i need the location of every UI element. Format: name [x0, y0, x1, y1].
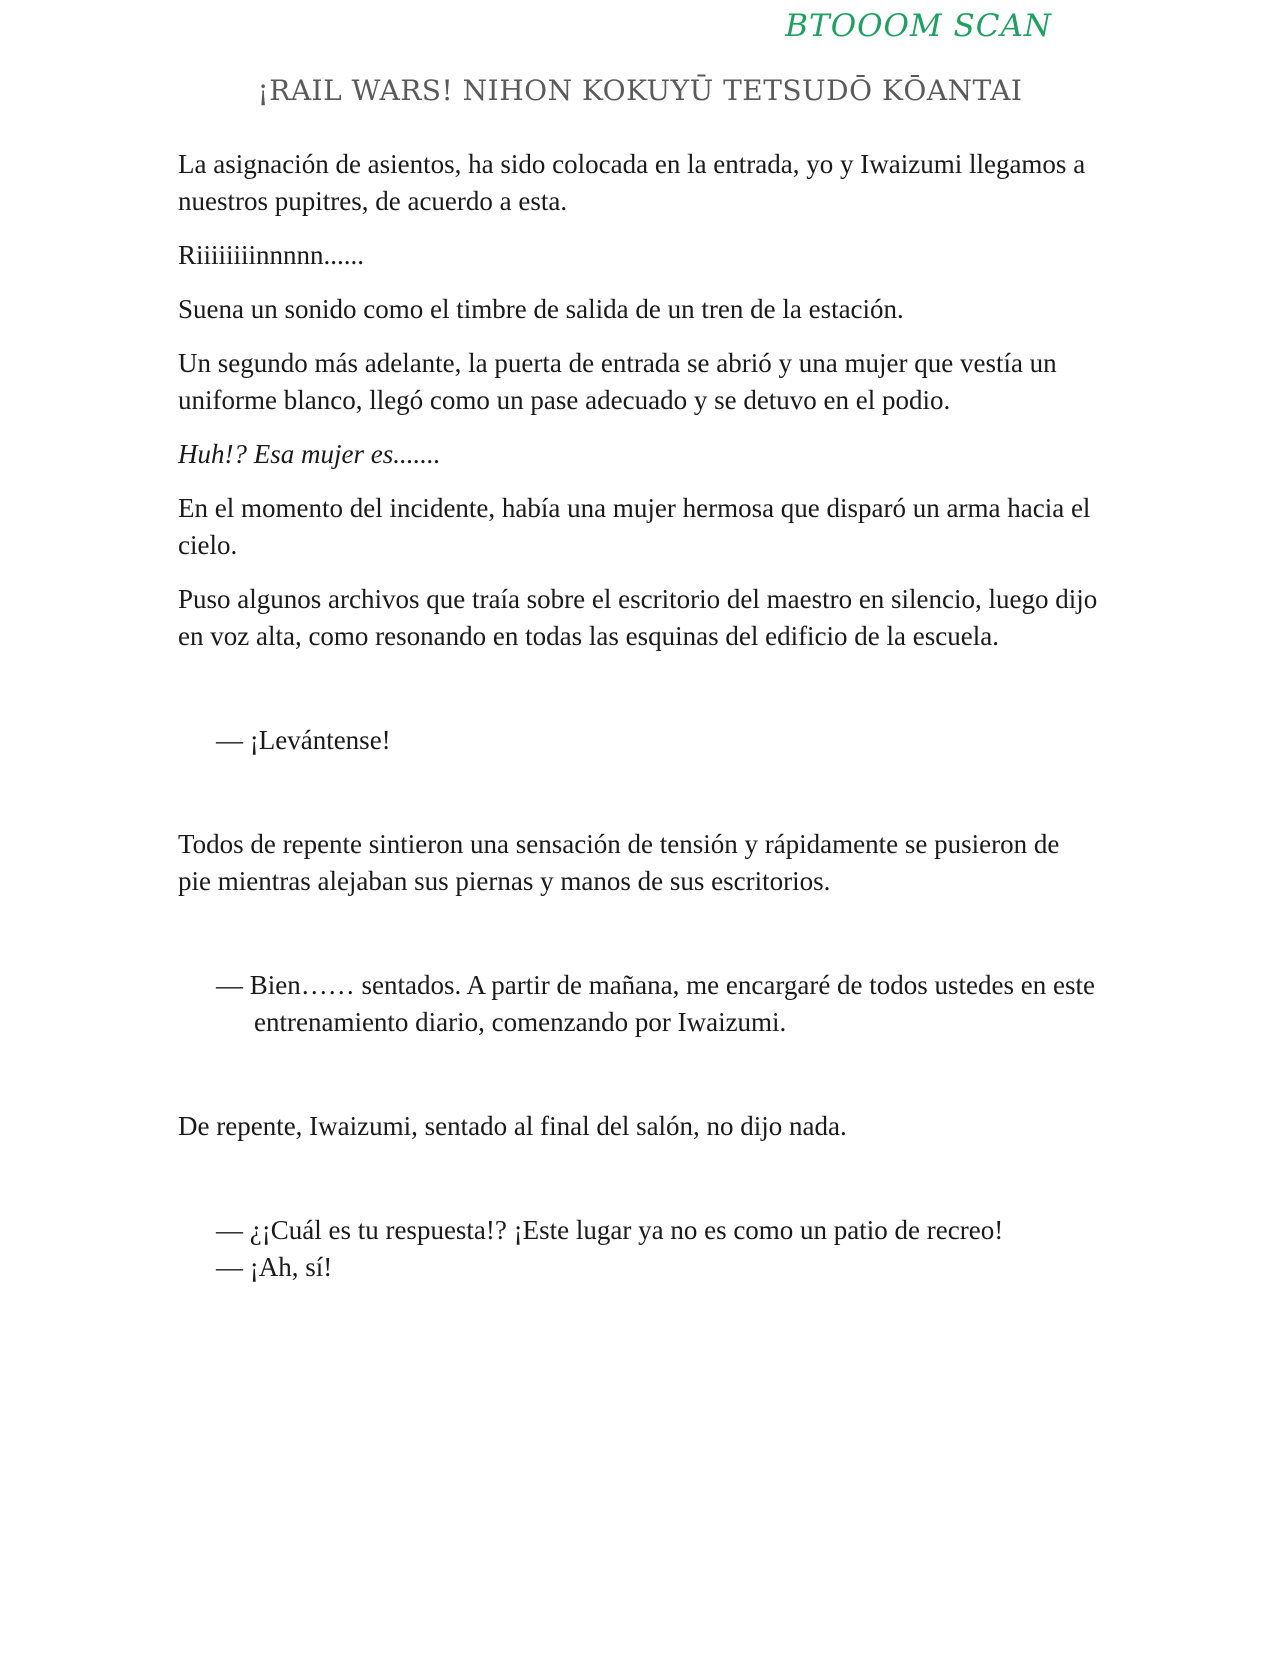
dialogue-line: — Bien…… sentados. A partir de mañana, me encargaré de todos ustedes en este entrenamiento diario, comenzando por Iwaizumi. [216, 970, 1095, 1037]
paragraph: De repente, Iwaizumi, sentado al final del salón, no dijo nada. [178, 1111, 847, 1141]
paragraph: Puso algunos archivos que traía sobre el escritorio del maestro en silencio, luego dijo en voz alta, como resonando en todas las esquinas del edificio de la escuela. [178, 584, 1098, 651]
document-title: ¡RAIL WARS! NIHON KOKUYŪ TETSUDŌ KŌANTAI [257, 74, 1023, 107]
paragraph: Todos de repente sintieron una sensación de tensión y rápidamente se pusieron de pie mientras alejaban sus piernas y manos de sus escritorios. [178, 829, 1060, 896]
document-body [178, 146, 1098, 1286]
paragraph: Riiiiiiiinnnnn...... [178, 240, 365, 270]
paragraph: En el momento del incidente, había una mujer hermosa que disparó un arma hacia el cielo. [178, 493, 1091, 560]
dialogue-line: — ¿¡Cuál es tu respuesta!? ¡Este lugar ya no es como un patio de recreo! [216, 1215, 1004, 1245]
paragraph: Un segundo más adelante, la puerta de entrada se abrió y una mujer que vestía un uniforme blanco, llegó como un pase adecuado y se detuvo en el podio. [178, 348, 1057, 415]
paragraph-italic: Huh!? Esa mujer es....... [178, 439, 441, 469]
dialogue-line: — ¡Ah, sí! [216, 1252, 333, 1282]
paragraph: La asignación de asientos, ha sido colocada en la entrada, yo y Iwaizumi llegamos a nuestros pupitres, de acuerdo a esta. [178, 149, 1086, 216]
paragraph: Suena un sonido como el timbre de salida de un tren de la estación. [178, 294, 904, 324]
dialogue-line: — ¡Levántense! [216, 725, 391, 755]
watermark-logo: BTOOOM SCAN [785, 8, 1052, 44]
